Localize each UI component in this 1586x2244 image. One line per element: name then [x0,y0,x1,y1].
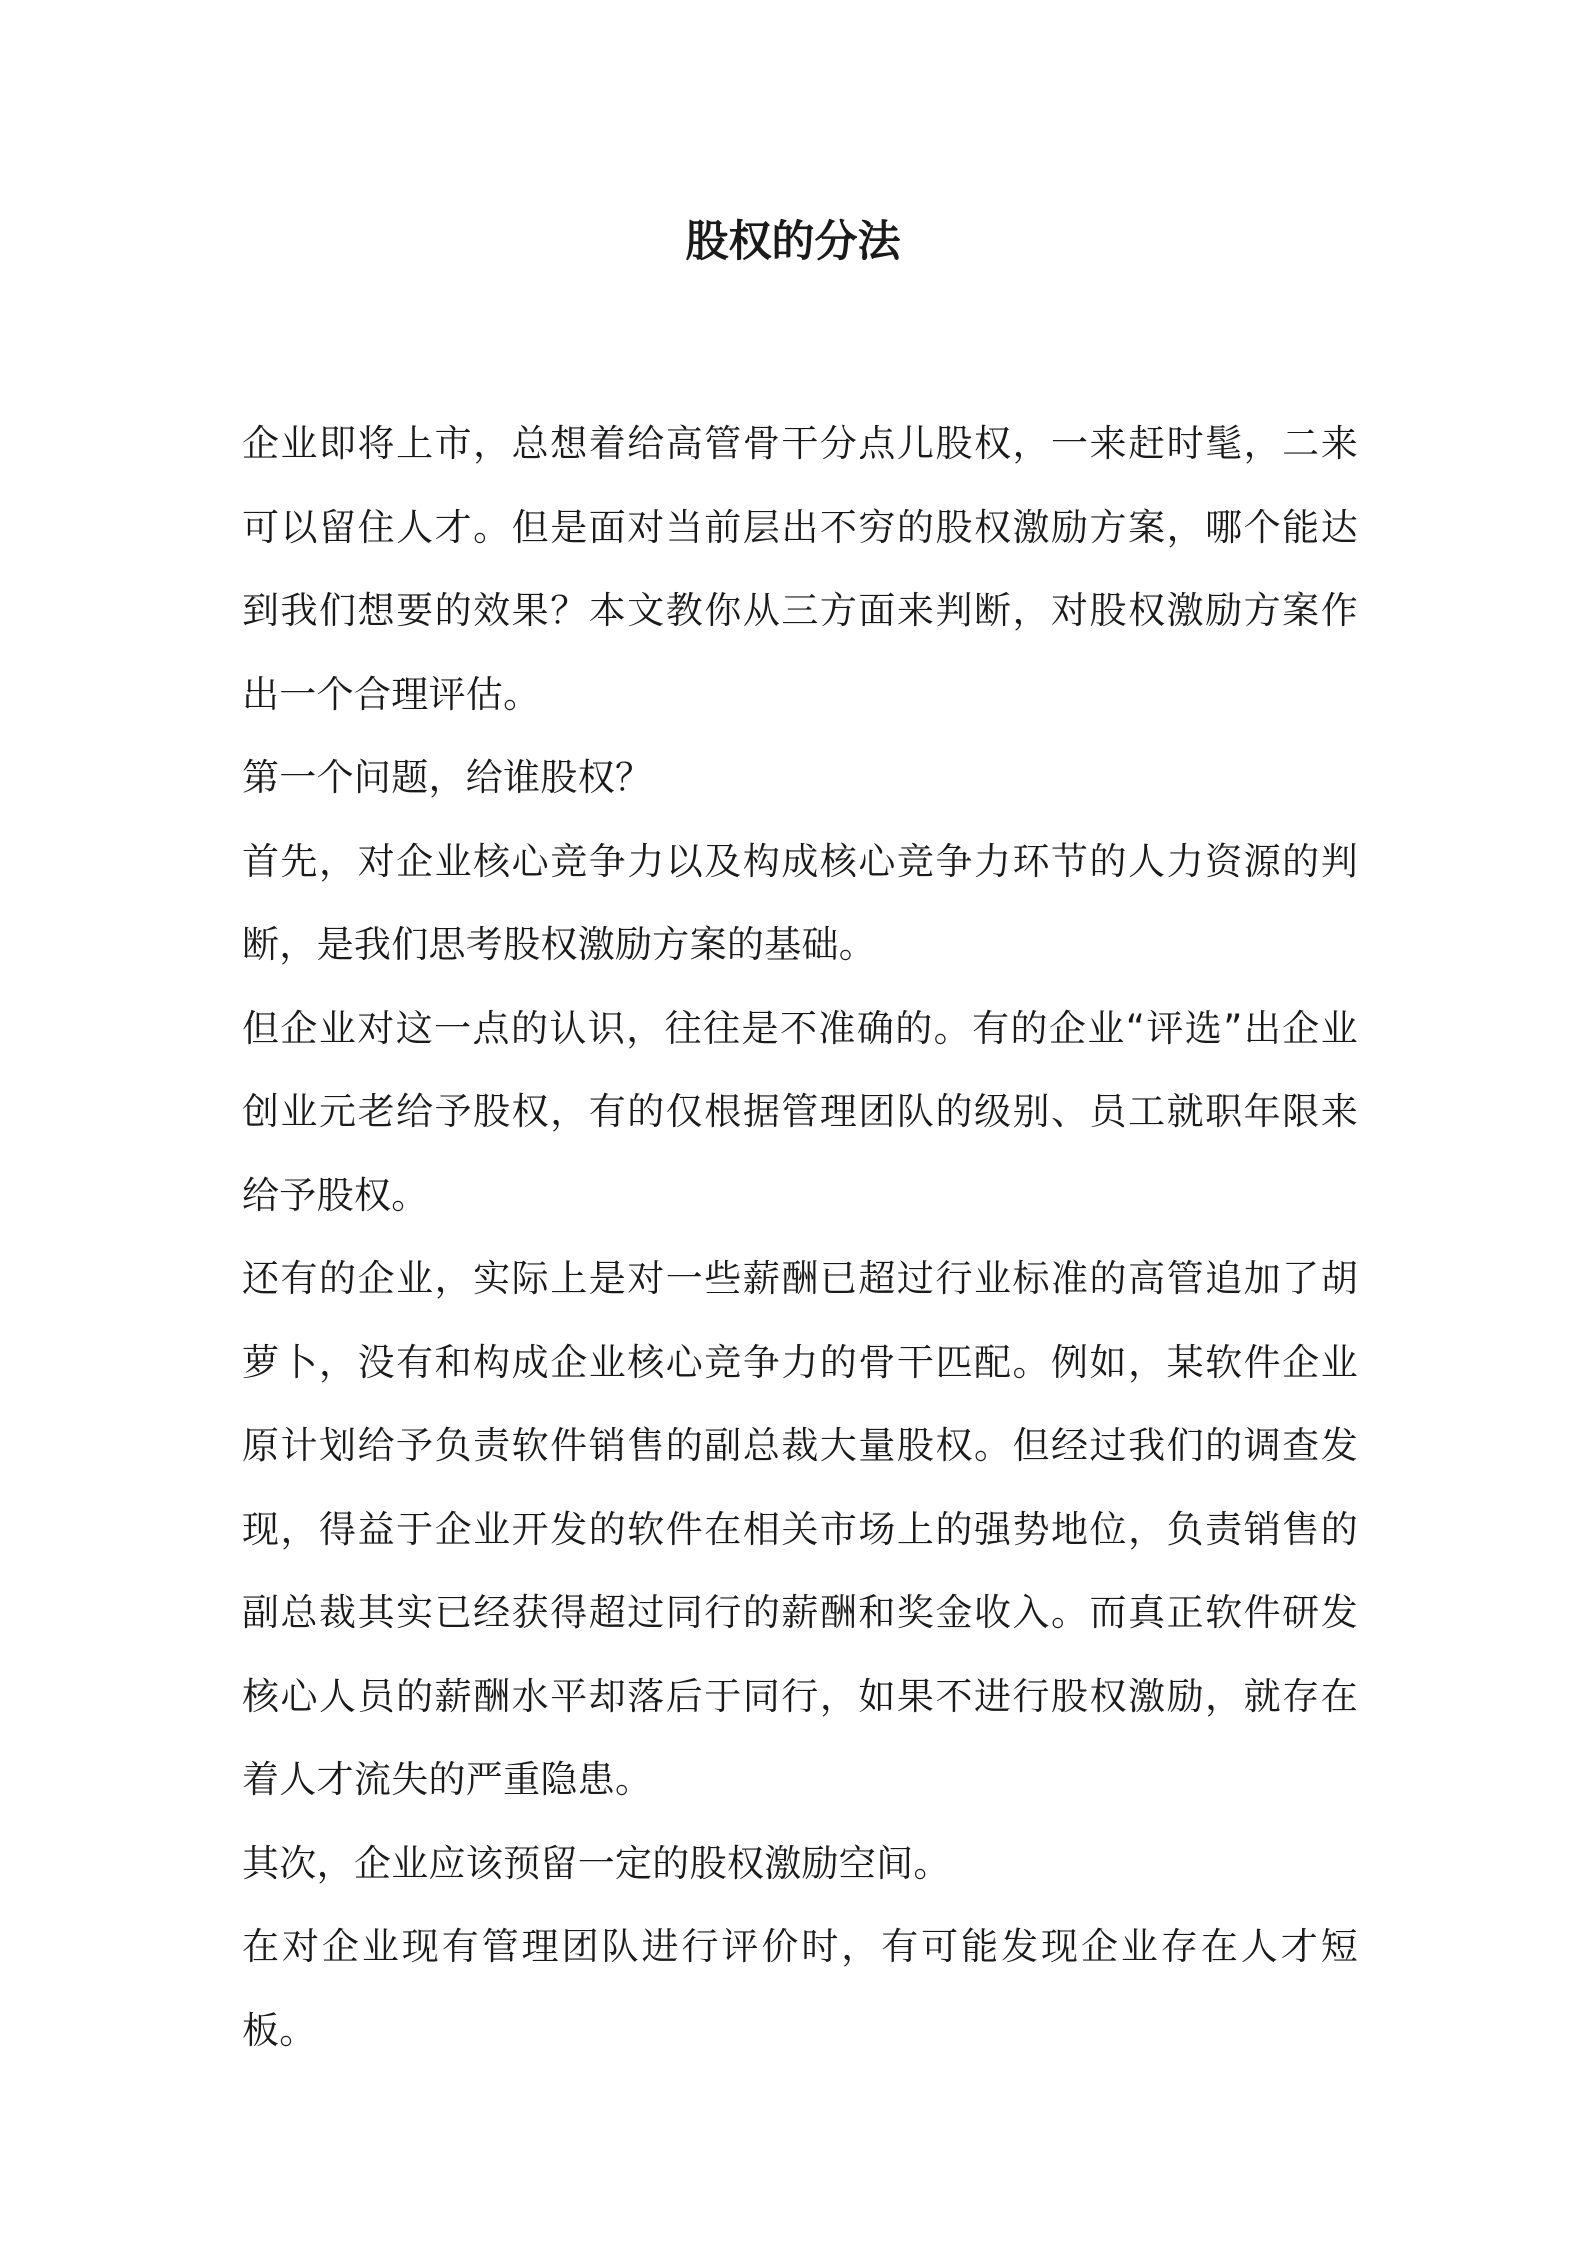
paragraph-example: 还有的企业，实际上是对一些薪酬已超过行业标准的高管追加了胡萝卜，没有和构成企业核心竞争力的骨干匹配。例如，某软件企业原计划给予负责软件销售的副总裁大量股权。但经过我们的调查发现，得益于企业开发的软件在相关市场上的强势地位，负责销售的副总裁其实已经获得超过同行的薪酬和奖金收入。而真正软件研发核心人员的薪酬水平却落后于同行，如果不进行股权激励，就存在着人才流失的严重隐患。 [242,1257,1358,1801]
document-title: 股权的分法 [685,217,901,267]
paragraph-first-point: 首先，对企业核心竞争力以及构成核心竞争力环节的人力资源的判断，是我们思考股权激励方案的基础。 [242,839,1358,966]
paragraph-evaluation: 在对企业现有管理团队进行评价时，有可能发现企业存在人才短板。 [242,1925,1358,2052]
document-body [242,402,1358,2072]
paragraph-question-heading: 第一个问题，给谁股权？ [242,756,653,799]
paragraph-intro: 企业即将上市，总想着给高管骨干分点儿股权，一来赶时髦，二来可以留住人才。但是面对当前层出不穷的股权激励方案，哪个能达到我们想要的效果？本文教你从三方面来判断，对股权激励方案作出一个合理评估。 [242,422,1358,716]
paragraph-second-point: 其次，企业应该预留一定的股权激励空间。 [242,1841,951,1885]
paragraph-misjudgment: 但企业对这一点的认识，往往是不准确的。有的企业“评选”出企业创业元老给予股权，有的仅根据管理团队的级别、员工就职年限来给予股权。 [242,1006,1358,1217]
